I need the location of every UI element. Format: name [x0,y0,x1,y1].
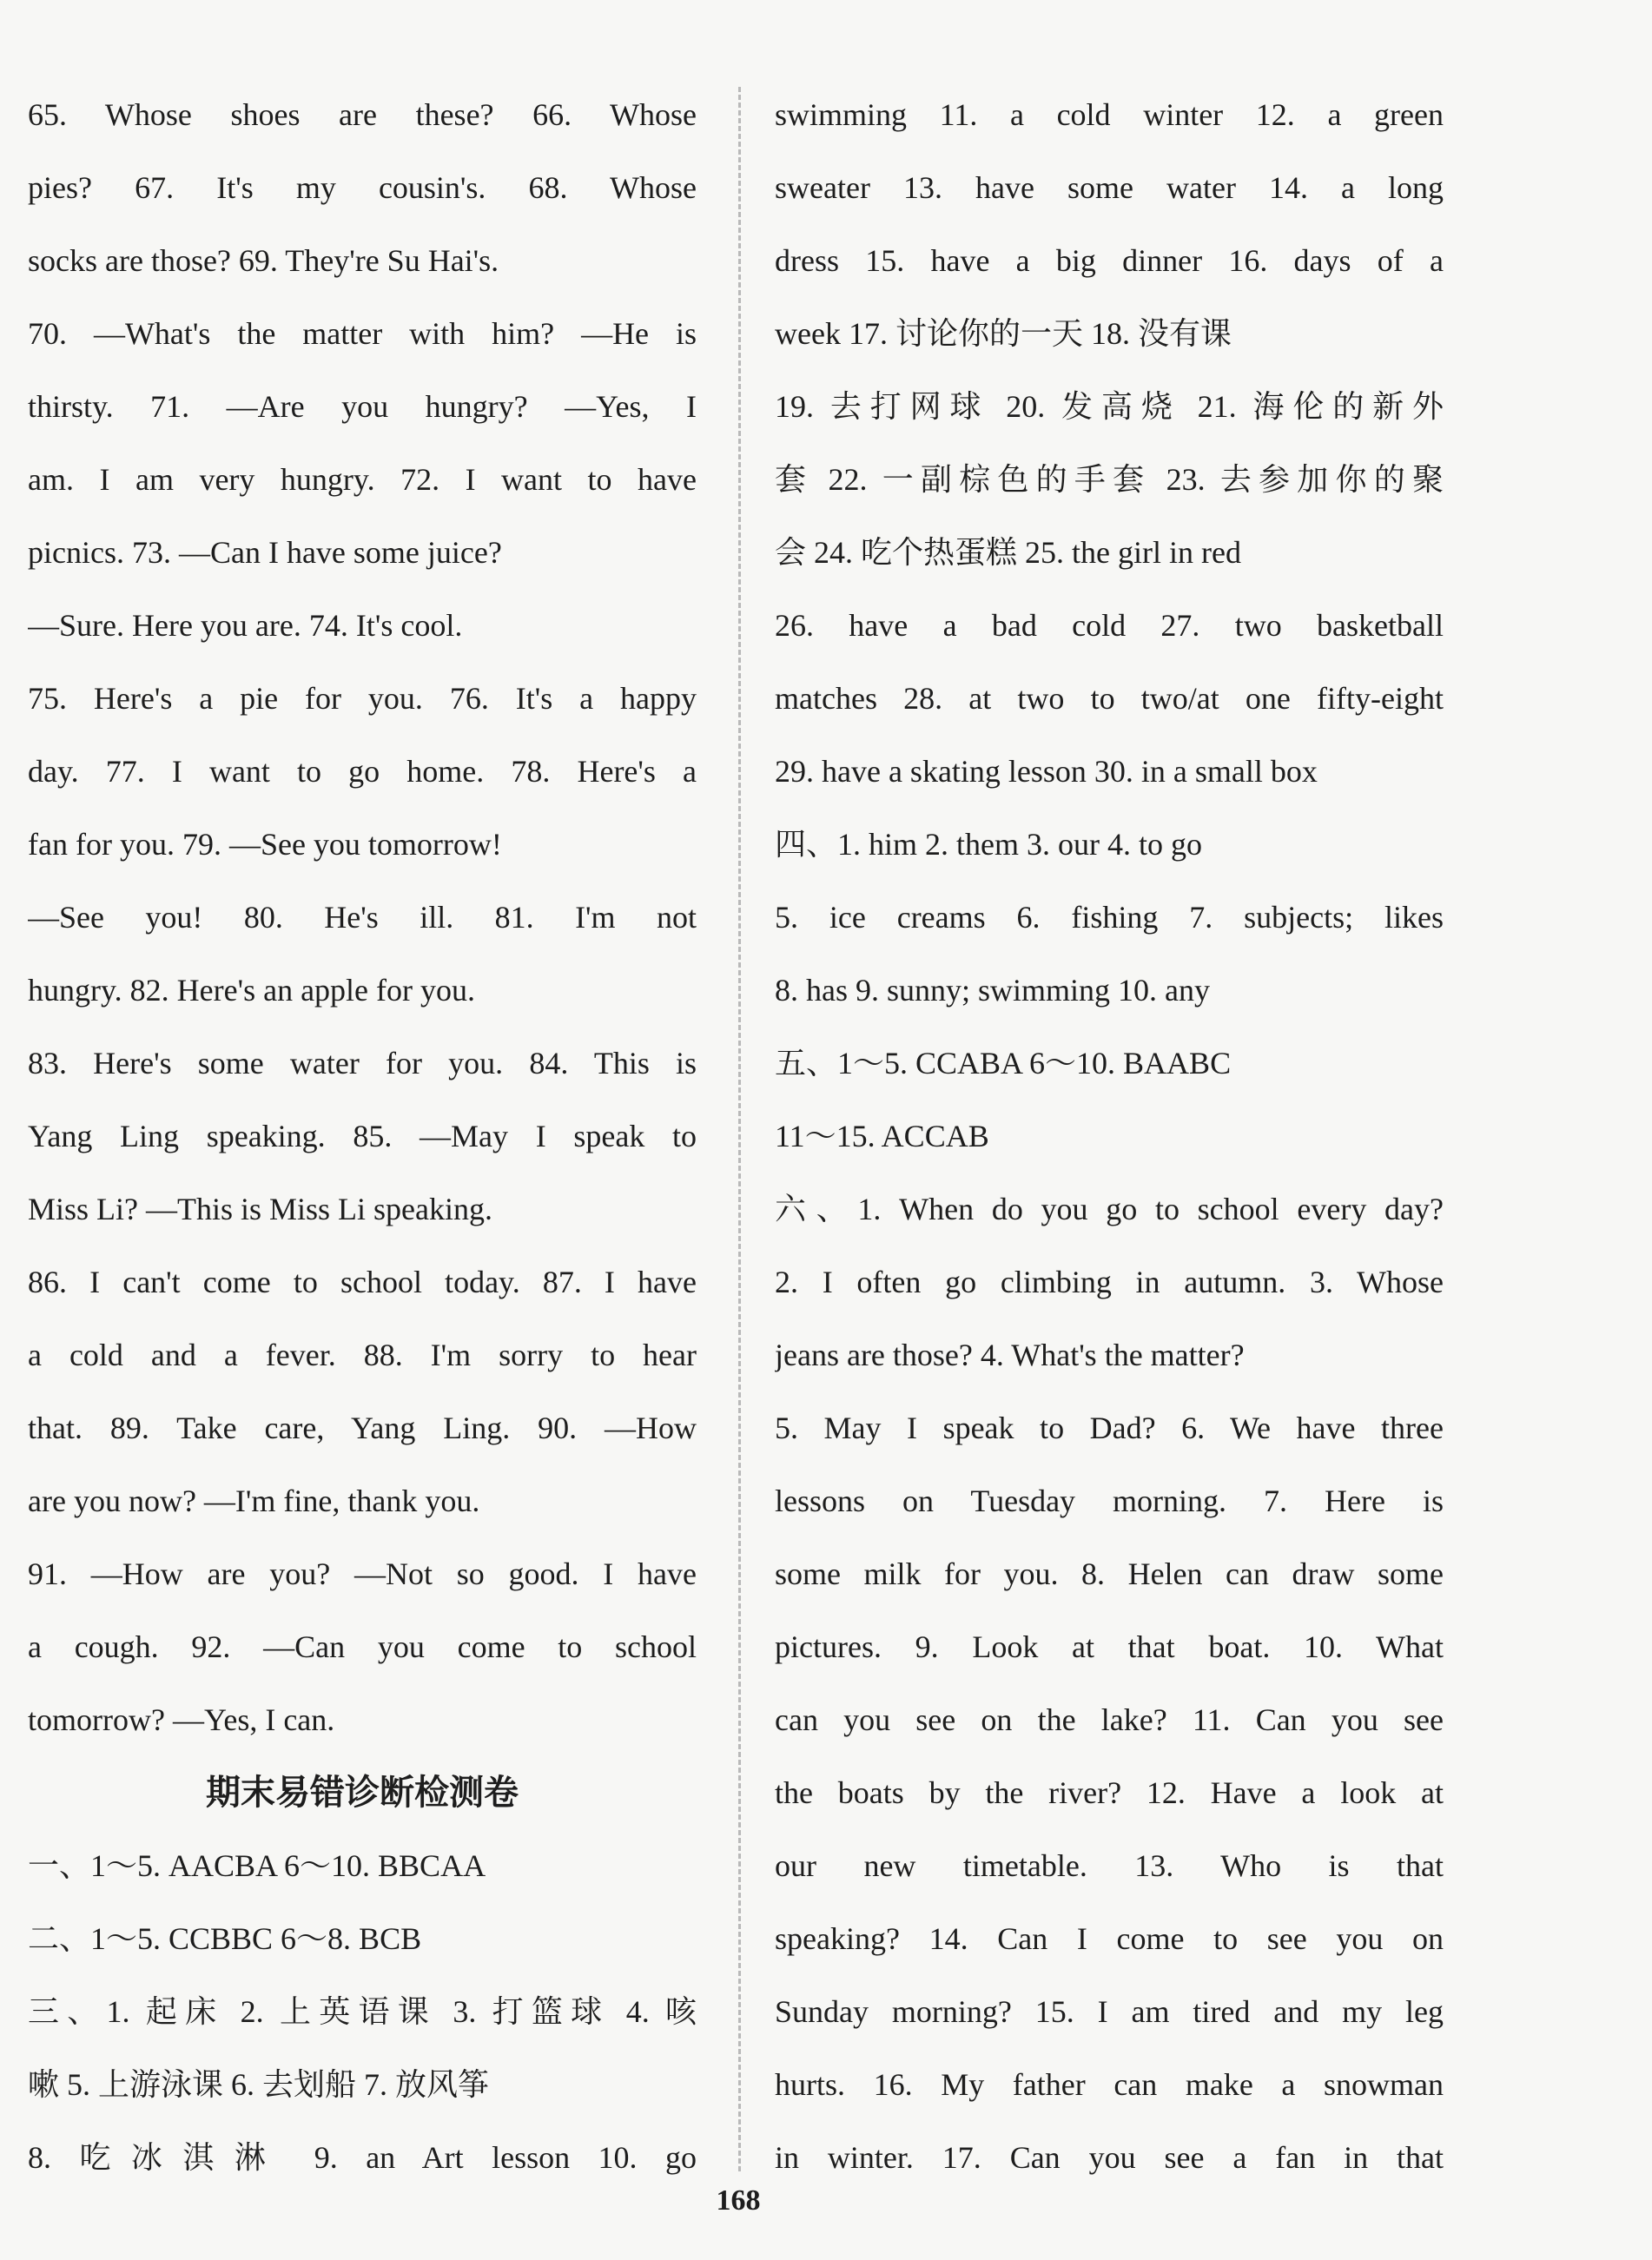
text-line: hurts. 16. My father can make a snowman [775,2067,1444,2102]
text-line: am. I am very hungry. 72. I want to have [28,462,697,497]
text-line: 8. has 9. sunny; swimming 10. any [775,973,1210,1008]
left-column [28,78,697,2194]
text-line: —See you! 80. He's ill. 81. I'm not [28,900,697,935]
text-line: 2. I often go climbing in autumn. 3. Whose [775,1265,1444,1299]
text-line: 四、1. him 2. them 3. our 4. to go [775,827,1202,862]
text-line: lessons on Tuesday morning. 7. Here is [775,1484,1444,1518]
text-line: thirsty. 71. —Are you hungry? —Yes, I [28,389,697,424]
text-line: Yang Ling speaking. 85. —May I speak to [28,1119,697,1153]
text-line: swimming 11. a cold winter 12. a green [775,97,1444,132]
text-line: Sunday morning? 15. I am tired and my leg [775,1994,1444,2029]
text-line: pictures. 9. Look at that boat. 10. What [775,1629,1444,1664]
text-line: 二、1～5. CCBBC 6～8. BCB [28,1921,422,1956]
text-line: 75. Here's a pie for you. 76. It's a happy [28,681,697,716]
text-line: a cold and a fever. 88. I'm sorry to hear [28,1338,697,1372]
text-line: sweater 13. have some water 14. a long [775,170,1444,205]
text-line: 91. —How are you? —Not so good. I have [28,1556,697,1591]
text-line: —Sure. Here you are. 74. It's cool. [28,608,463,643]
text-line: 11～15. ACCAB [775,1119,989,1153]
text-line: 29. have a skating lesson 30. in a small box [775,754,1318,789]
text-line: matches 28. at two to two/at one fifty-eight [775,681,1444,716]
text-line: Miss Li? —This is Miss Li speaking. [28,1192,493,1226]
text-line: hungry. 82. Here's an apple for you. [28,973,476,1008]
text-line: dress 15. have a big dinner 16. days of a [775,243,1444,278]
text-line: 70. —What's the matter with him? —He is [28,316,697,351]
text-line: picnics. 73. —Can I have some juice? [28,535,502,570]
text-line: 26. have a bad cold 27. two basketball [775,608,1444,643]
text-line: our new timetable. 13. Who is that [775,1848,1444,1883]
text-line: some milk for you. 8. Helen can draw some [775,1556,1444,1591]
text-line: 5. ice creams 6. fishing 7. subjects; likes [775,900,1444,935]
text-line: speaking? 14. Can I come to see you on [775,1921,1444,1956]
text-line: 套 22. 一副棕色的手套 23. 去参加你的聚 [775,462,1444,497]
text-line: week 17. 讨论你的一天 18. 没有课 [775,316,1232,351]
text-line: are you now? —I'm fine, thank you. [28,1484,480,1518]
text-line: 83. Here's some water for you. 84. This is [28,1046,697,1080]
text-line: 会 24. 吃个热蛋糕 25. the girl in red [775,535,1241,570]
text-line: 一、1～5. AACBA 6～10. BBCAA [28,1848,486,1883]
text-line: 65. Whose shoes are these? 66. Whose [28,97,697,132]
text-line: 86. I can't come to school today. 87. I have [28,1265,697,1299]
text-line: tomorrow? —Yes, I can. [28,1702,335,1737]
text-line: 8. 吃冰淇淋 9. an Art lesson 10. go [28,2140,697,2175]
right-column [775,78,1444,2194]
text-line: that. 89. Take care, Yang Ling. 90. —How [28,1411,697,1445]
section-title: 期末易错诊断检测卷 [206,1773,519,1813]
text-line: in winter. 17. Can you see a fan in that [775,2140,1444,2175]
text-line: 5. May I speak to Dad? 6. We have three [775,1411,1444,1445]
column-divider [738,87,741,2171]
text-line: a cough. 92. —Can you come to school [28,1629,697,1664]
text-line: 三、1. 起床 2. 上英语课 3. 打篮球 4. 咳 [28,1994,697,2029]
text-line: day. 77. I want to go home. 78. Here's a [28,754,697,789]
text-line: can you see on the lake? 11. Can you see [775,1702,1444,1737]
page-number: 168 [716,2184,761,2217]
text-line: the boats by the river? 12. Have a look at [775,1775,1444,1810]
text-line: 五、1～5. CCABA 6～10. BAABC [775,1046,1232,1080]
text-line: 六、1. When do you go to school every day? [775,1192,1444,1226]
text-line: fan for you. 79. —See you tomorrow! [28,827,502,862]
text-line: 嗽 5. 上游泳课 6. 去划船 7. 放风筝 [28,2067,490,2102]
text-line: jeans are those? 4. What's the matter? [775,1338,1245,1372]
text-line: 19. 去打网球 20. 发高烧 21. 海伦的新外 [775,389,1444,424]
text-line: socks are those? 69. They're Su Hai's. [28,243,499,278]
text-line: pies? 67. It's my cousin's. 68. Whose [28,170,697,205]
